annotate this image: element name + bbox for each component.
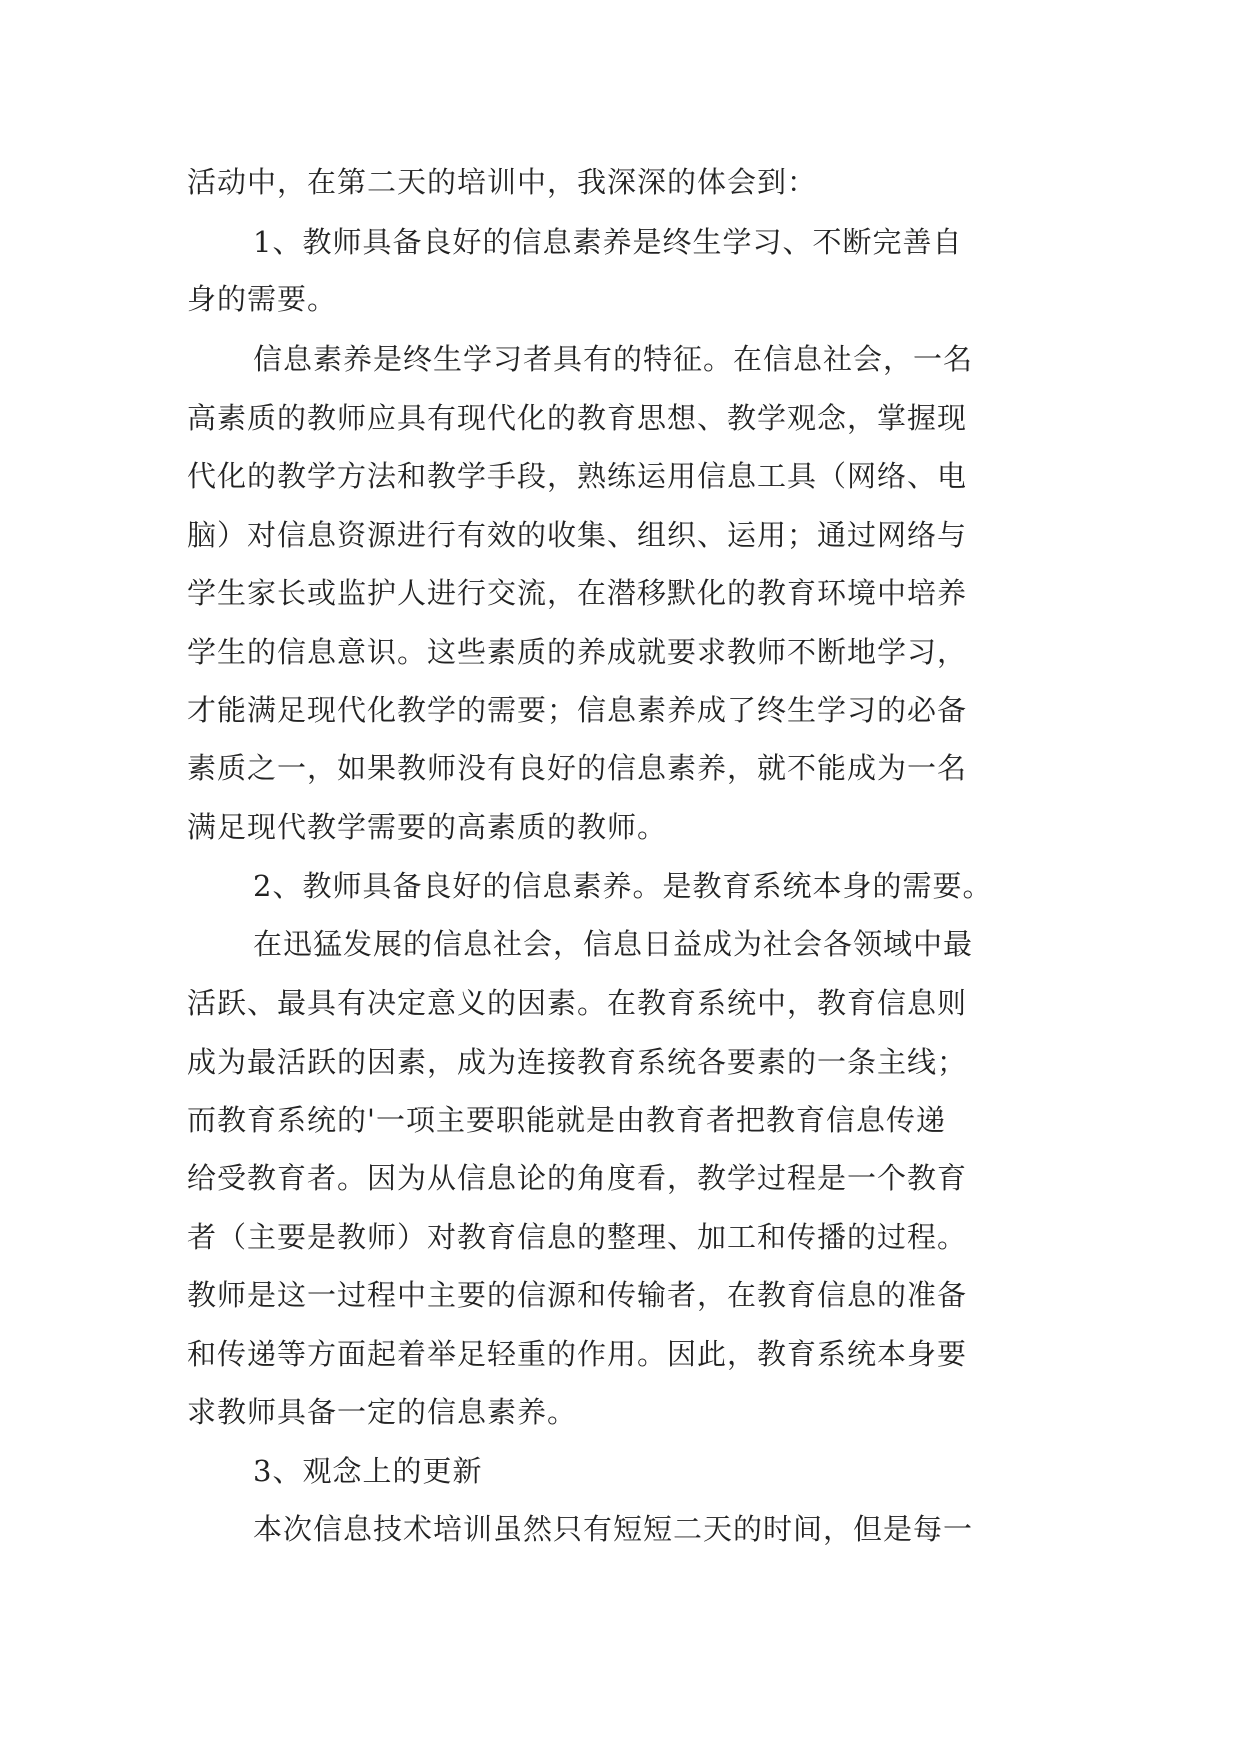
text-line: 在迅猛发展的信息社会，信息日益成为社会各领域中最 [253,927,974,961]
text-line: 脑）对信息资源进行有效的收集、组织、运用；通过网络与 [187,518,968,552]
text-line: 信息素养是终生学习者具有的特征。在信息社会，一名 [253,342,974,376]
text-line: 素质之一，如果教师没有良好的信息素养，就不能成为一名 [187,751,968,785]
text-line: 求教师具备一定的信息素养。 [187,1395,578,1429]
text-line: 教师是这一过程中主要的信源和传输者，在教育信息的准备 [187,1278,968,1312]
text-line: 给受教育者。因为从信息论的角度看，教学过程是一个教育 [187,1161,968,1195]
text-line: 高素质的教师应具有现代化的教育思想、教学观念，掌握现 [187,401,968,435]
text-line: 学生家长或监护人进行交流，在潜移默化的教育环境中培养 [187,576,968,610]
text-line: 满足现代教学需要的高素质的教师。 [187,810,668,844]
text-line: 者（主要是教师）对教育信息的整理、加工和传播的过程。 [187,1220,968,1254]
text-line: 身的需要。 [187,282,338,316]
text-line: 2、教师具备良好的信息素养。是教育系统本身的需要。 [253,869,993,903]
text-line: 代化的教学方法和教学手段，熟练运用信息工具（网络、电 [187,459,968,493]
text-line: 才能满足现代化教学的需要；信息素养成了终生学习的必备 [187,693,968,727]
text-line: 1、教师具备良好的信息素养是终生学习、不断完善自 [253,225,963,259]
text-line: 3、观念上的更新 [253,1454,483,1488]
text-line: 活动中，在第二天的培训中，我深深的体会到： [187,165,818,199]
text-line: 成为最活跃的因素，成为连接教育系统各要素的一条主线； [187,1045,968,1079]
text-line: 本次信息技术培训虽然只有短短二天的时间，但是每一 [253,1512,974,1546]
text-line: 和传递等方面起着举足轻重的作用。因此，教育系统本身要 [187,1337,968,1371]
text-line: 活跃、最具有决定意义的因素。在教育系统中，教育信息则 [187,986,968,1020]
text-line: 学生的信息意识。这些素质的养成就要求教师不断地学习， [187,635,968,669]
text-line: 而教育系统的'一项主要职能就是由教育者把教育信息传递 [187,1103,946,1137]
